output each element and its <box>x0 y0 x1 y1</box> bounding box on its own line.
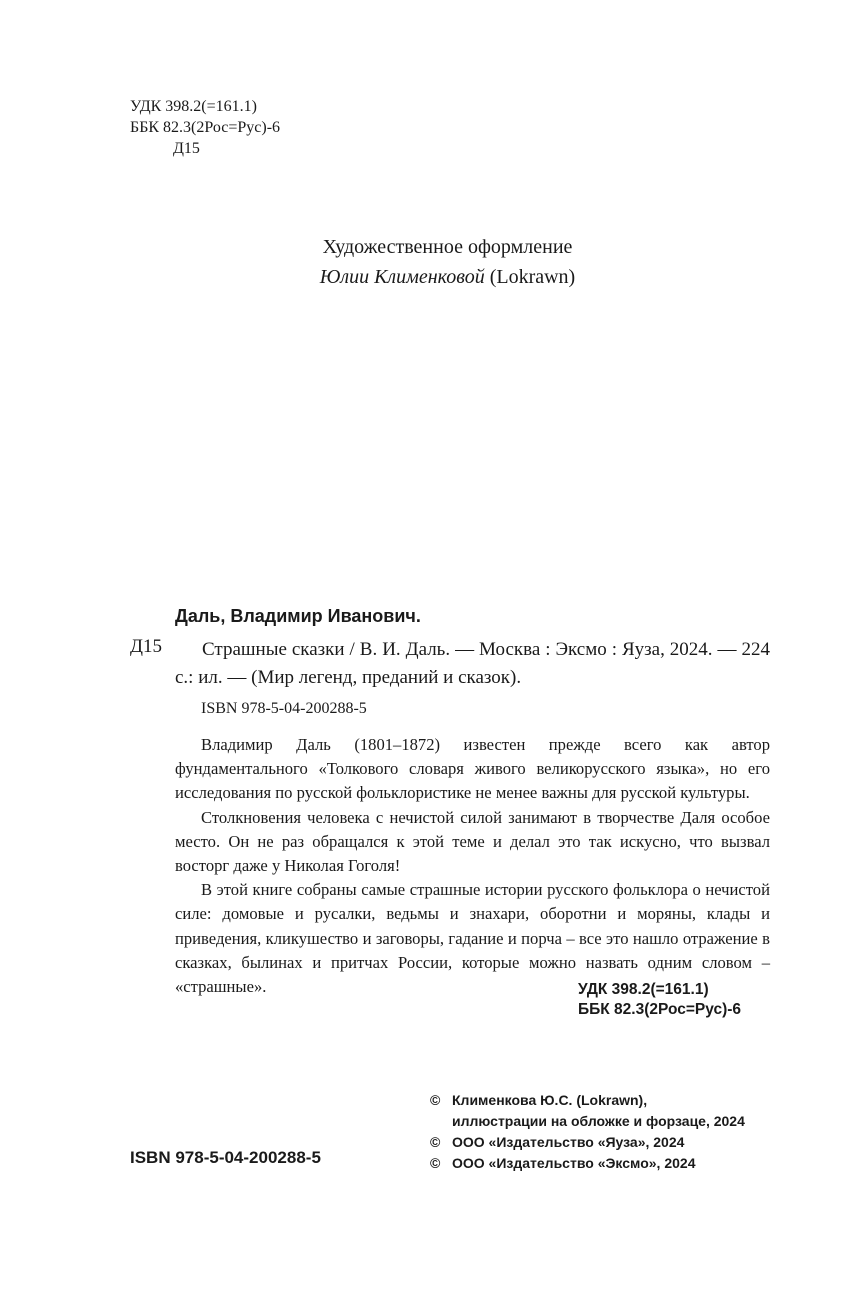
copyright-line: ООО «Издательство «Яуза», 2024 <box>452 1134 685 1150</box>
copyright-icon: © <box>430 1092 441 1108</box>
copyright-block <box>430 1090 745 1174</box>
top-classification-block <box>130 96 280 159</box>
bottom-classification-block <box>578 980 741 1020</box>
isbn-main: ISBN 978-5-04-200288-5 <box>130 1148 321 1167</box>
bbk-code-bottom: ББК 82.3(2Рос=Рус)-6 <box>578 1001 742 1018</box>
copyright-icon: © <box>430 1155 441 1171</box>
record-author-mark: Д15 <box>130 636 162 657</box>
design-credit-title: Художественное оформление <box>322 236 573 258</box>
bbk-code: ББК 82.3(2Рос=Рус)-6 <box>130 119 281 136</box>
annotation-paragraph: Владимир Даль (1801–1872) известен прежде всего как автор фундаментального «Толкового словаря живого великорусского языка», но его исследования по русской фольклористике не менее важны для русской культуры. <box>175 735 770 803</box>
author-mark: Д15 <box>173 140 200 157</box>
artist-name: Юлии Клименковой <box>319 266 485 288</box>
record-description: Страшные сказки / В. И. Даль. — Москва : Эксмо : Яуза, 2024. — 224 с.: ил. — (Мир легенд, преданий и сказок). <box>175 639 770 688</box>
udk-code-bottom: УДК 398.2(=161.1) <box>578 981 709 998</box>
artist-alias: (Lokrawn) <box>484 266 576 288</box>
copyright-line: Клименкова Ю.С. (Lokrawn), <box>452 1092 648 1108</box>
record-author: Даль, Владимир Иванович. <box>175 606 421 626</box>
annotation <box>175 733 770 999</box>
annotation-paragraph: В этой книге собраны самые страшные истории русского фольклора о нечистой силе: домовые и русалки, ведьмы и знахари, оборотни и моряны, клады и приведения, кликушество и заговоры, гадание и порча – все это нашло отражение в сказках, былинах и притчах России, которые можно назвать одним словом – «страшные». <box>175 880 770 997</box>
copyright-icon: © <box>430 1134 441 1150</box>
copyright-line: ООО «Издательство «Эксмо», 2024 <box>452 1155 696 1171</box>
design-credit <box>0 232 845 292</box>
design-credit-artist <box>0 262 845 292</box>
copyright-line: иллюстрации на обложке и форзаце, 2024 <box>452 1113 745 1129</box>
record-isbn: ISBN 978-5-04-200288-5 <box>201 700 367 717</box>
udk-code: УДК 398.2(=161.1) <box>130 98 257 115</box>
annotation-paragraph: Столкновения человека с нечистой силой занимают в творчестве Даля особое место. Он не раз обращался к этой теме и делал это так искусно, что вызвал восторг даже у Николая Гоголя! <box>175 807 770 876</box>
